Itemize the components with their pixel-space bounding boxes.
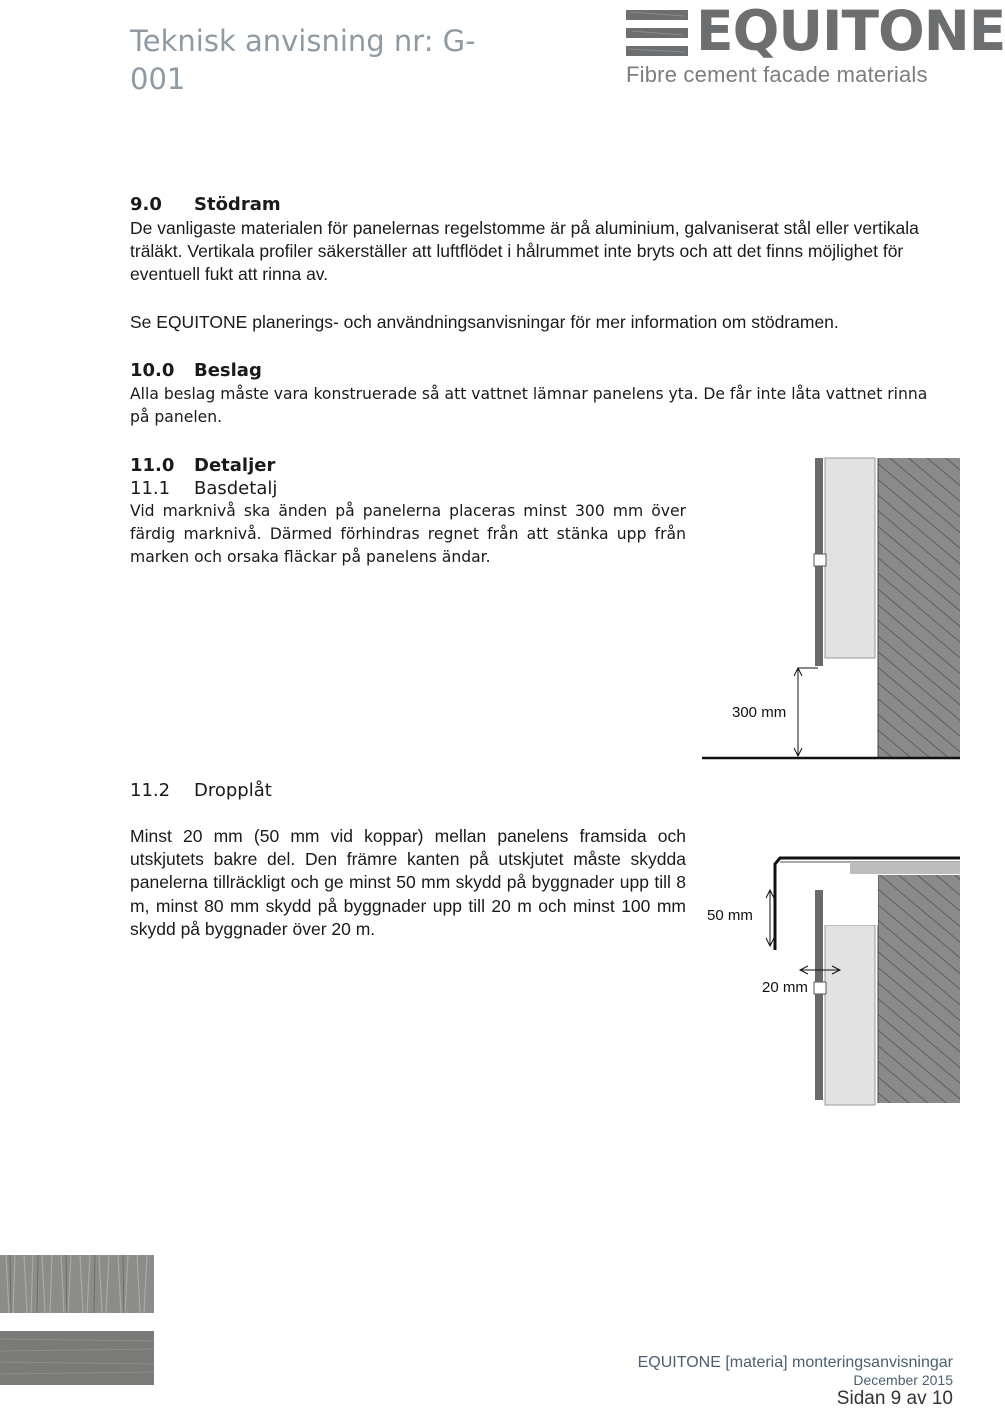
footer-document-name: EQUITONE [materia] monteringsanvisningar [637,1354,953,1371]
subsection-title: Dropplåt [194,780,272,801]
material-swatch-light-icon [0,1255,154,1313]
section-title: Beslag [194,360,262,381]
logo-tagline: Fibre cement facade materials [626,62,928,87]
section-11-2-paragraph: Minst 20 mm (50 mm vid koppar) mellan panelens framsida och utskjutets bakre del. Den främre kanten på utskjutet måste skydda panelerna tillräckligt och ge minst 50 mm skydd på byggnader upp till 8 m, minst 80 mm skydd på byggnader upp till 20 m och minst 100 mm skydd på byggnader över 20 m. [130,826,686,939]
section-9-paragraph: De vanligaste materialen för panelernas regelstomme är på aluminium, galvaniserat stål eller vertikala träläkt. Vertikala profiler säkerställer att luftflödet i hålrummet inte bryts och att det finns möjlighet för eventuell fukt att rinna av. [130,218,919,285]
logo-wordmark: EQUITONE [696,0,1005,63]
base-detail-dimension-label: 300 mm [732,704,787,721]
subsection-number: 11.1 [130,478,171,499]
section-10-paragraph: Alla beslag måste vara konstruerade så att vattnet lämnar panelens yta. De får inte låta vattnet rinna på panelen. [130,385,928,427]
footer-page-number: Sidan 9 av 10 [836,1388,953,1409]
drip-dimension-label-top: 50 mm [707,907,753,924]
section-11-1-heading [130,477,277,500]
document-title: Teknisk anvisning nr: G-001 [130,24,476,96]
material-swatch-dark-icon [0,1331,154,1385]
section-9-reference: Se EQUITONE planerings- och användningsanvisningar för mer information om stödramen. [130,312,839,332]
footer-date: December 2015 [853,1372,953,1388]
section-number: 9.0 [130,194,162,215]
subsection-number: 11.2 [130,780,171,801]
section-11-2-heading [130,779,272,802]
section-number: 11.0 [130,455,175,476]
section-11-heading [130,454,275,477]
section-title: Stödram [194,194,281,215]
subsection-title: Basdetalj [194,478,278,499]
logo-mark-icon [626,8,686,58]
section-number: 10.0 [130,360,175,381]
drip-dimension-label-bottom: 20 mm [762,979,808,996]
section-title: Detaljer [194,455,276,476]
section-10-heading [130,359,262,382]
section-11-1-paragraph: Vid marknivå ska änden på panelerna placeras minst 300 mm över färdig marknivå. Därmed förhindras regnet från att stänka upp från marken och orsaka fläckar på panelens ändar. [130,502,686,567]
section-9-heading [130,193,281,216]
drip-flashing-figure [700,850,960,1106]
equitone-logo [626,0,1005,94]
